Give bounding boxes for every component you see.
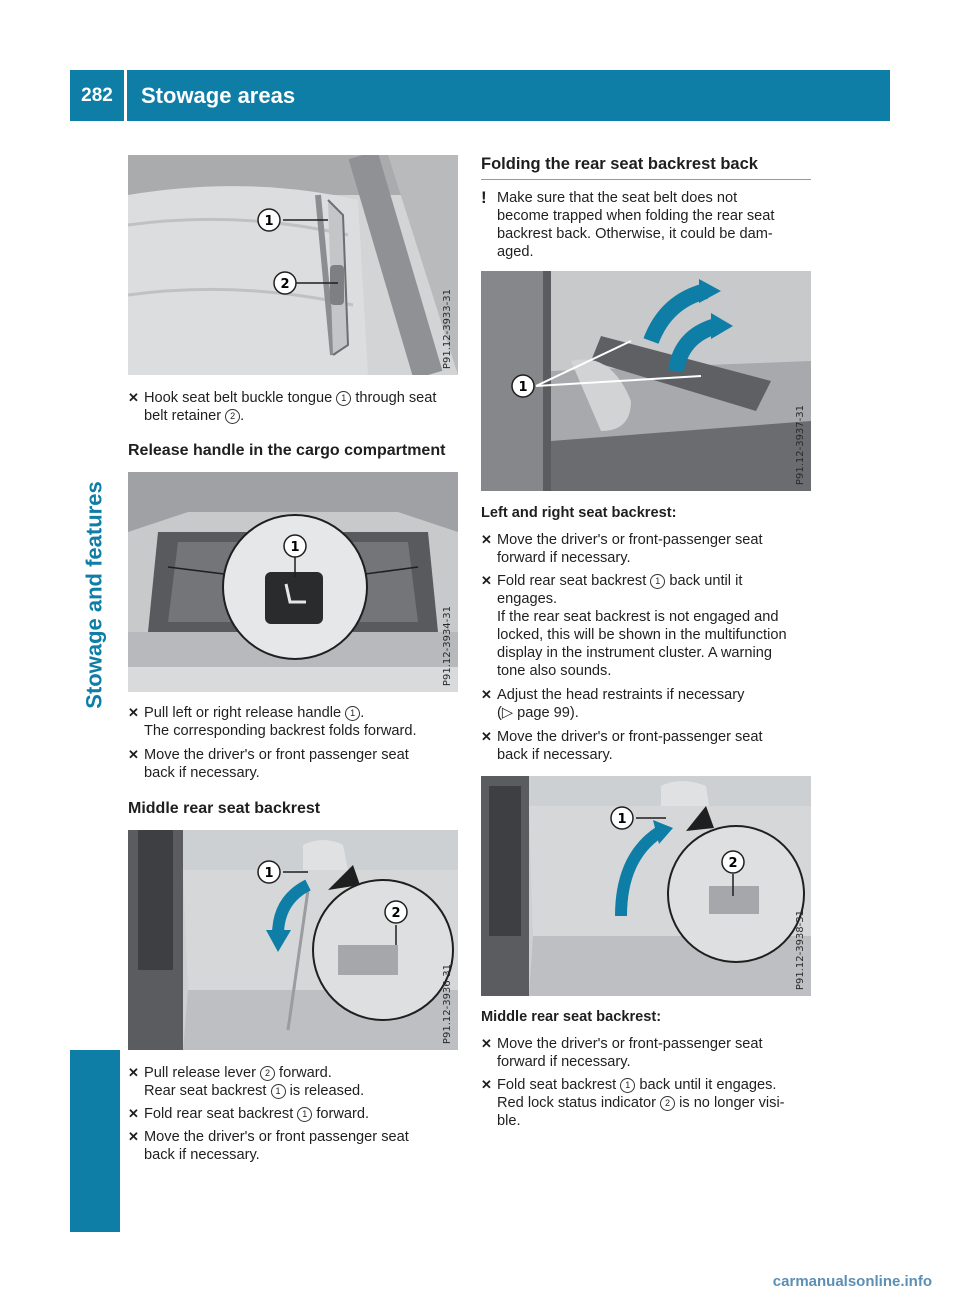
- image-code: P91.12-3934-31: [442, 605, 453, 686]
- image-code: P91.12-3938-31: [795, 909, 806, 990]
- seat-belt-retainer-image: [128, 155, 458, 375]
- step-arrow-icon: ✕: [481, 532, 492, 547]
- svg-text:1: 1: [290, 540, 300, 555]
- step-arrow-icon: ✕: [481, 1036, 492, 1051]
- image-code: P91.12-3937-31: [795, 404, 806, 485]
- svg-text:1: 1: [518, 380, 528, 395]
- step-arrow-icon: ✕: [128, 1106, 139, 1121]
- fold-back-middle-backrest-image: [481, 776, 811, 996]
- fold-back-side-backrest-image: [481, 271, 811, 491]
- image-code: P91.12-3933-31: [442, 288, 453, 369]
- image-code: P91.12-3936-31: [442, 963, 453, 1044]
- subheading-middle: Middle rear seat backrest:: [481, 1009, 662, 1025]
- step-arrow-icon: ✕: [481, 1077, 492, 1092]
- middle-backrest-image: [128, 830, 458, 1050]
- step-arrow-icon: ✕: [128, 705, 139, 720]
- side-tab-marker: [70, 1050, 120, 1232]
- page-number: 282: [81, 85, 113, 106]
- section-divider: [481, 179, 811, 180]
- step-arrow-icon: ✕: [128, 390, 139, 405]
- svg-text:2: 2: [391, 906, 401, 921]
- heading-release-handle: Release handle in the cargo compartment: [128, 442, 446, 459]
- step-arrow-icon: ✕: [128, 1065, 139, 1080]
- side-tab: [70, 430, 120, 760]
- watermark: carmanualsonline.info: [772, 1273, 932, 1290]
- warning-icon: !: [481, 188, 487, 207]
- step-arrow-icon: ✕: [481, 573, 492, 588]
- svg-text:1: 1: [264, 866, 274, 881]
- step-arrow-icon: ✕: [481, 729, 492, 744]
- svg-text:1: 1: [264, 214, 274, 229]
- step-arrow-icon: ✕: [128, 747, 139, 762]
- cargo-release-handle-image: [128, 472, 458, 692]
- svg-text:2: 2: [728, 856, 738, 871]
- svg-text:1: 1: [617, 812, 627, 827]
- step-arrow-icon: ✕: [481, 687, 492, 702]
- header-divider: [124, 70, 127, 121]
- page-title: Stowage areas: [141, 83, 296, 108]
- step-arrow-icon: ✕: [128, 1129, 139, 1144]
- page-reference-link[interactable]: (▷ page 99).: [497, 705, 579, 721]
- side-tab-label: Stowage and features: [82, 481, 108, 709]
- heading-middle-backrest: Middle rear seat backrest: [128, 800, 321, 817]
- subheading-left-right: Left and right seat backrest:: [481, 505, 677, 521]
- svg-text:2: 2: [280, 277, 290, 292]
- section-title: Folding the rear seat backrest back: [481, 155, 758, 173]
